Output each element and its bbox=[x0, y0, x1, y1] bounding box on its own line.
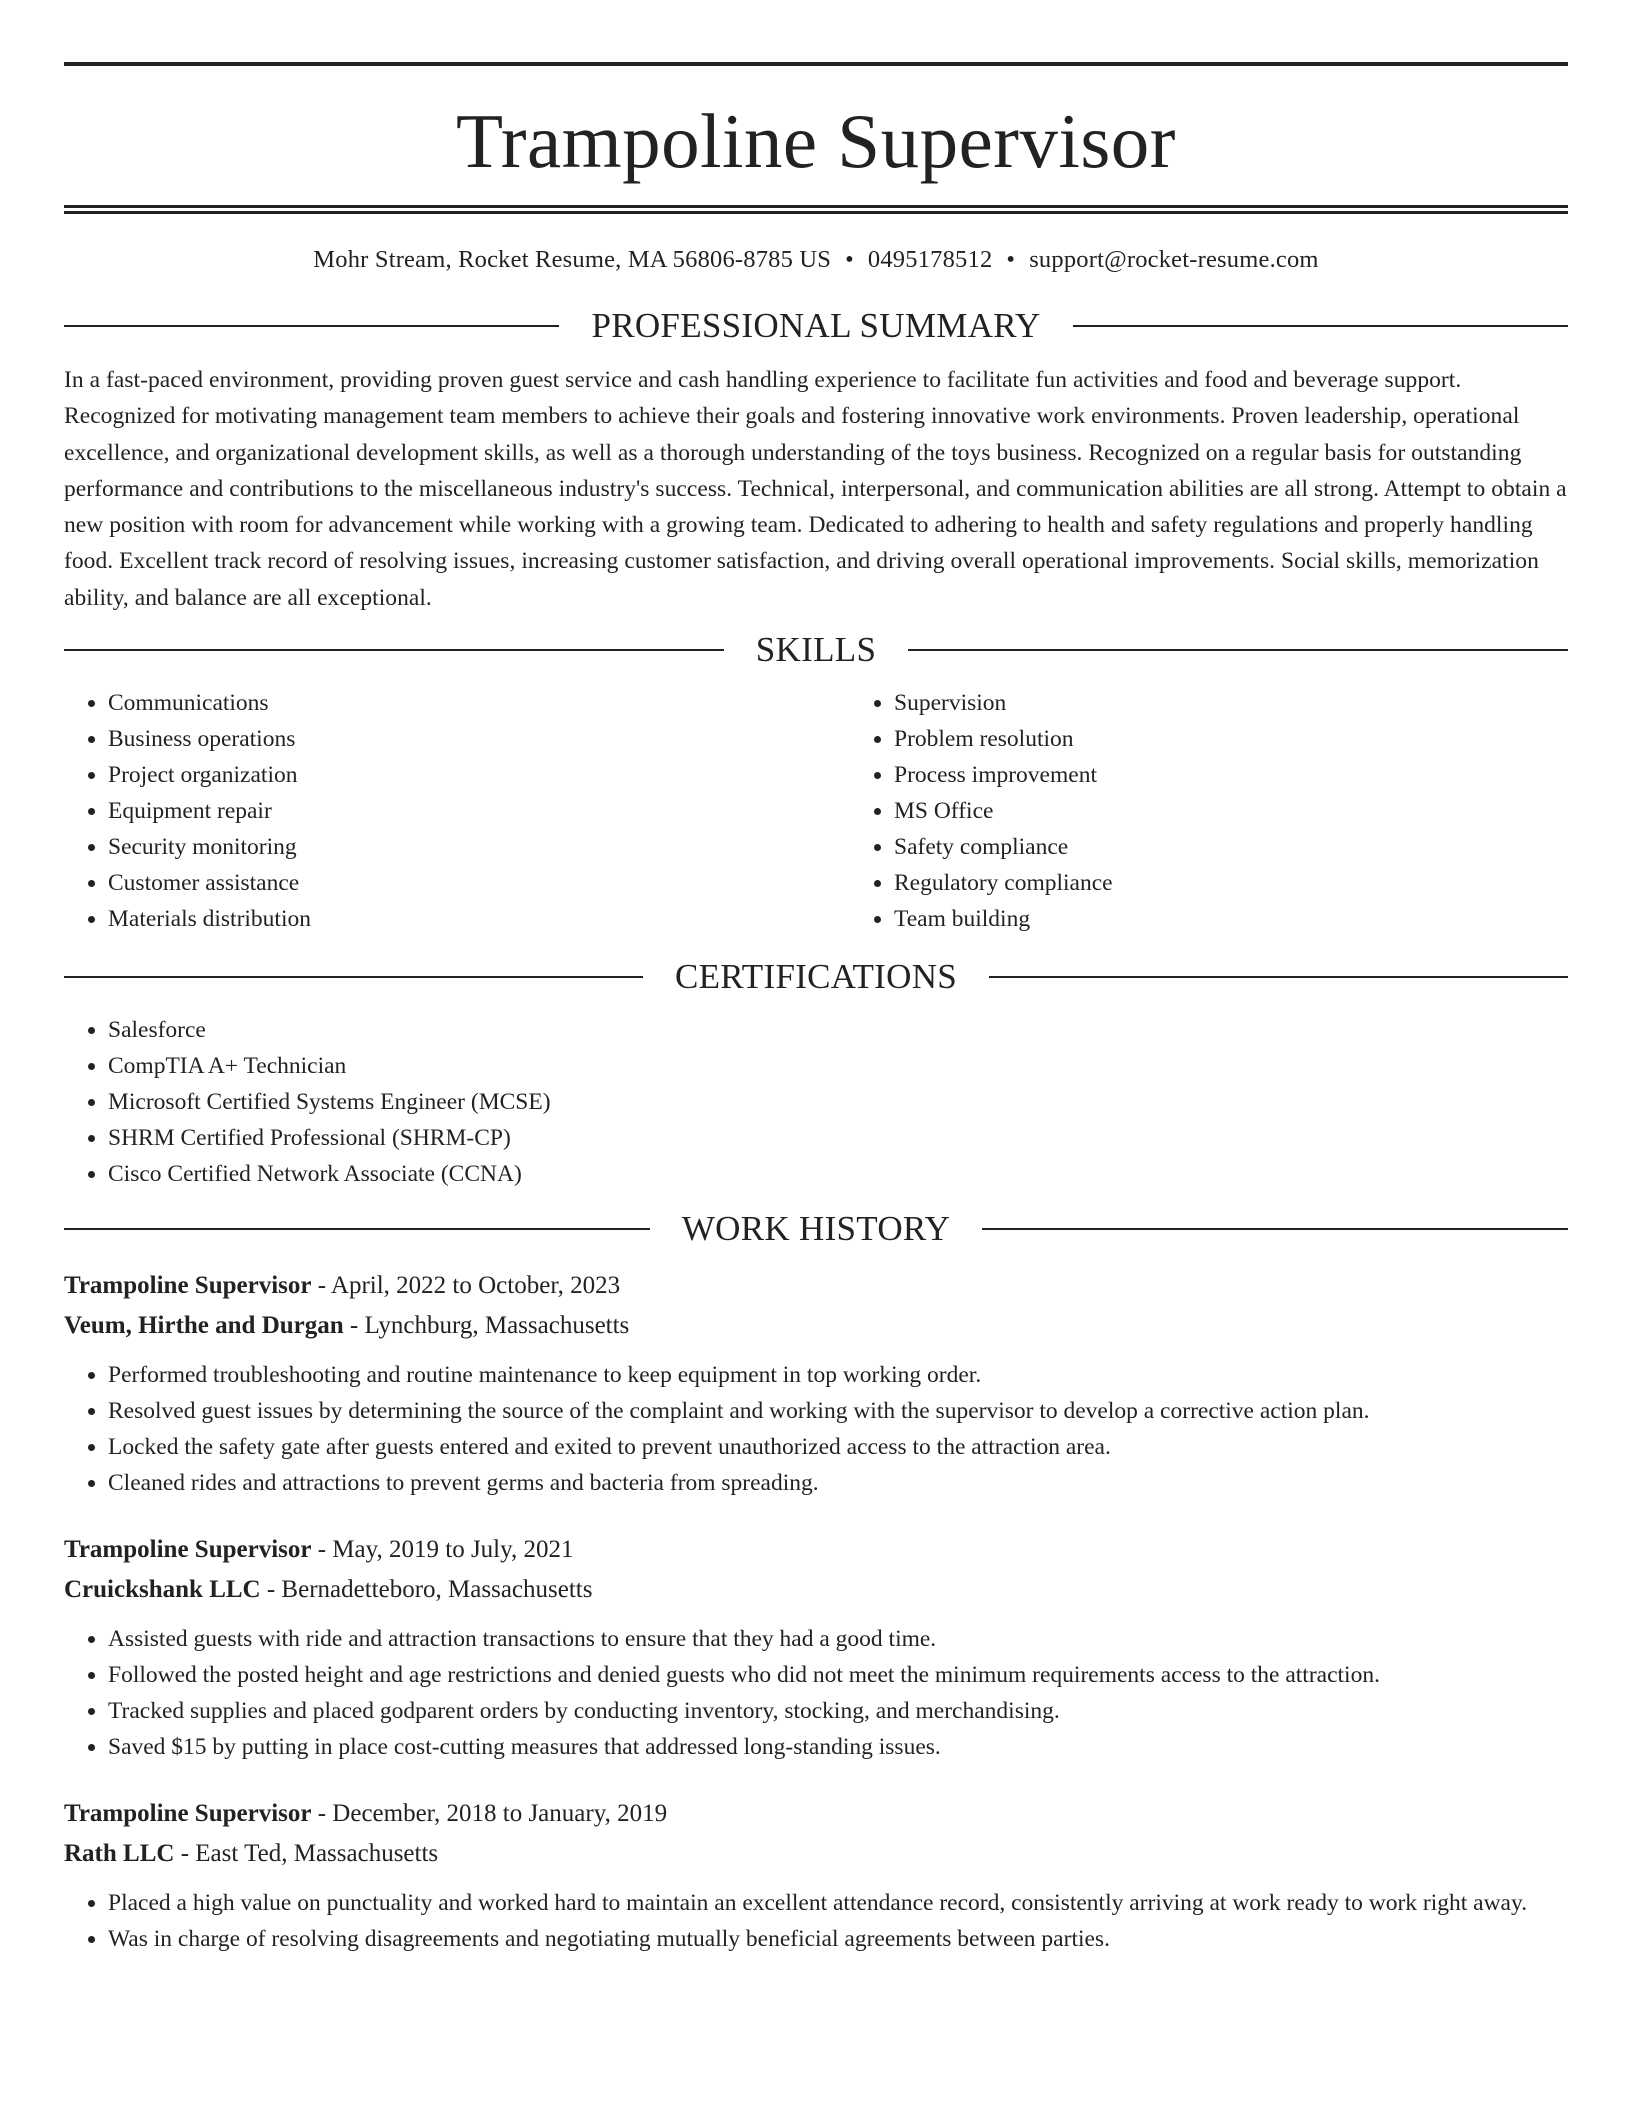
job-company-line bbox=[64, 1834, 1568, 1874]
summary-heading-label: PROFESSIONAL SUMMARY bbox=[591, 306, 1041, 345]
skills-columns bbox=[64, 685, 1568, 937]
job-title-line bbox=[64, 1794, 1568, 1834]
skills-heading-label: SKILLS bbox=[755, 630, 877, 670]
list-item: • Microsoft Certified Systems Engineer (MCSE) bbox=[108, 1084, 1568, 1120]
job-title-line bbox=[64, 1530, 1568, 1570]
heading-rule bbox=[64, 1228, 650, 1230]
list-item: • Team building bbox=[894, 901, 1632, 937]
list-item: • Regulatory compliance bbox=[894, 865, 1632, 901]
heading-rule bbox=[982, 1228, 1568, 1230]
list-item: • Process improvement bbox=[894, 757, 1632, 793]
job-location: - Lynchburg, Massachusetts bbox=[343, 1312, 630, 1340]
job-company: Rath LLC bbox=[64, 1840, 175, 1868]
list-item: • Was in charge of resolving disagreements and negotiating mutually beneficial agreements between parties. bbox=[108, 1921, 1568, 1957]
list-item: • Security monitoring bbox=[108, 829, 850, 865]
heading-rule bbox=[64, 649, 724, 651]
list-item: • CompTIA A+ Technician bbox=[108, 1048, 1568, 1084]
job-title: Trampoline Supervisor bbox=[64, 1536, 312, 1564]
job-title-line bbox=[64, 1266, 1568, 1306]
job-company-line bbox=[64, 1570, 1568, 1610]
job-company-line bbox=[64, 1306, 1568, 1346]
certifications-heading-label: CERTIFICATIONS bbox=[674, 957, 958, 997]
job-bullets bbox=[64, 1357, 1568, 1501]
heading-rule bbox=[908, 649, 1568, 651]
certifications-list bbox=[64, 1012, 1568, 1192]
list-item: • Equipment repair bbox=[108, 793, 850, 829]
heading-rule bbox=[64, 976, 643, 978]
list-item: • Communications bbox=[108, 685, 850, 721]
list-item: • Materials distribution bbox=[108, 901, 850, 937]
list-item: • Performed troubleshooting and routine maintenance to keep equipment in top working order. bbox=[108, 1357, 1568, 1393]
job-title: Trampoline Supervisor bbox=[64, 1272, 312, 1300]
list-item: • Placed a high value on punctuality and worked hard to maintain an excellent attendance record, consistently arriving at work ready to work right away. bbox=[108, 1885, 1568, 1921]
list-item: • Cleaned rides and attractions to prevent germs and bacteria from spreading. bbox=[108, 1465, 1568, 1501]
job-entry bbox=[64, 1530, 1568, 1765]
work-history-heading bbox=[64, 1209, 1568, 1249]
heading-rule bbox=[1073, 325, 1568, 327]
list-item: • Tracked supplies and placed godparent orders by conducting inventory, stocking, and merchandising. bbox=[108, 1693, 1568, 1729]
list-item: • Project organization bbox=[108, 757, 850, 793]
title-double-rule bbox=[64, 205, 1568, 214]
list-item: • Cisco Certified Network Associate (CCNA) bbox=[108, 1156, 1568, 1192]
list-item: • Saved $15 by putting in place cost-cutting measures that addressed long-standing issues. bbox=[108, 1729, 1568, 1765]
work-history-heading-label: WORK HISTORY bbox=[681, 1209, 951, 1249]
job-dates: - May, 2019 to July, 2021 bbox=[311, 1536, 574, 1564]
job-dates: - December, 2018 to January, 2019 bbox=[311, 1800, 668, 1828]
job-title: Trampoline Supervisor bbox=[64, 1800, 312, 1828]
contact-line bbox=[64, 245, 1568, 275]
job-dates: - April, 2022 to October, 2023 bbox=[311, 1272, 621, 1300]
list-item: • Customer assistance bbox=[108, 865, 850, 901]
list-item: • Supervision bbox=[894, 685, 1632, 721]
resume-page bbox=[64, 62, 1568, 1957]
job-entry bbox=[64, 1266, 1568, 1501]
top-rule bbox=[64, 62, 1568, 66]
list-item: • MS Office bbox=[894, 793, 1632, 829]
contact-phone: 0495178512 bbox=[867, 246, 993, 273]
job-location: - East Ted, Massachusetts bbox=[174, 1840, 439, 1868]
list-item: • Business operations bbox=[108, 721, 850, 757]
job-bullets bbox=[64, 1621, 1568, 1765]
skills-heading bbox=[64, 630, 1568, 670]
list-item: • Resolved guest issues by determining the source of the complaint and working with the supervisor to develop a corrective action plan. bbox=[108, 1393, 1568, 1429]
certifications-heading bbox=[64, 957, 1568, 997]
list-item: • Salesforce bbox=[108, 1012, 1568, 1048]
job-company: Veum, Hirthe and Durgan bbox=[64, 1312, 344, 1340]
job-entry bbox=[64, 1794, 1568, 1957]
heading-rule bbox=[989, 976, 1568, 978]
contact-address: Mohr Stream, Rocket Resume, MA 56806-8785 US bbox=[313, 246, 832, 273]
list-item: • Locked the safety gate after guests entered and exited to prevent unauthorized access to the attraction area. bbox=[108, 1429, 1568, 1465]
list-item: • SHRM Certified Professional (SHRM-CP) bbox=[108, 1120, 1568, 1156]
summary-heading bbox=[64, 306, 1568, 346]
resume-title: Trampoline Supervisor bbox=[456, 98, 1176, 184]
contact-separator: • bbox=[1006, 246, 1016, 273]
contact-email: support@rocket-resume.com bbox=[1029, 246, 1319, 273]
skills-list-right bbox=[850, 685, 1632, 937]
summary-text: In a fast-paced environment, providing proven guest service and cash handling experience to facilitate fun activities and food and beverage support. Recognized for motivating management team members to achieve their goals and fostering innovative work environments. Proven leadership, operational excellence, and organizational development skills, as well as a thorough understanding of the toys business. Recognized on a regular basis for outstanding performance and contributions to the miscellaneous industry's success. Technical, interpersonal, and communication abilities are all strong. Attempt to obtain a new position with room for advancement while working with a growing team. Dedicated to adhering to health and safety regulations and properly handling food. Excellent track record of resolving issues, increasing customer satisfaction, and driving overall operational improvements. Social skills, memorization ability, and balance are all exceptional. bbox=[64, 367, 1567, 611]
list-item: • Followed the posted height and age restrictions and denied guests who did not meet the minimum requirements access to the attraction. bbox=[108, 1657, 1568, 1693]
heading-rule bbox=[64, 325, 559, 327]
skills-list-left bbox=[64, 685, 850, 937]
list-item: • Safety compliance bbox=[894, 829, 1632, 865]
job-bullets bbox=[64, 1885, 1568, 1957]
job-company: Cruickshank LLC bbox=[64, 1576, 261, 1604]
list-item: • Problem resolution bbox=[894, 721, 1632, 757]
job-location: - Bernadetteboro, Massachusetts bbox=[260, 1576, 593, 1604]
list-item: • Assisted guests with ride and attraction transactions to ensure that they had a good time. bbox=[108, 1621, 1568, 1657]
contact-separator: • bbox=[845, 246, 854, 273]
